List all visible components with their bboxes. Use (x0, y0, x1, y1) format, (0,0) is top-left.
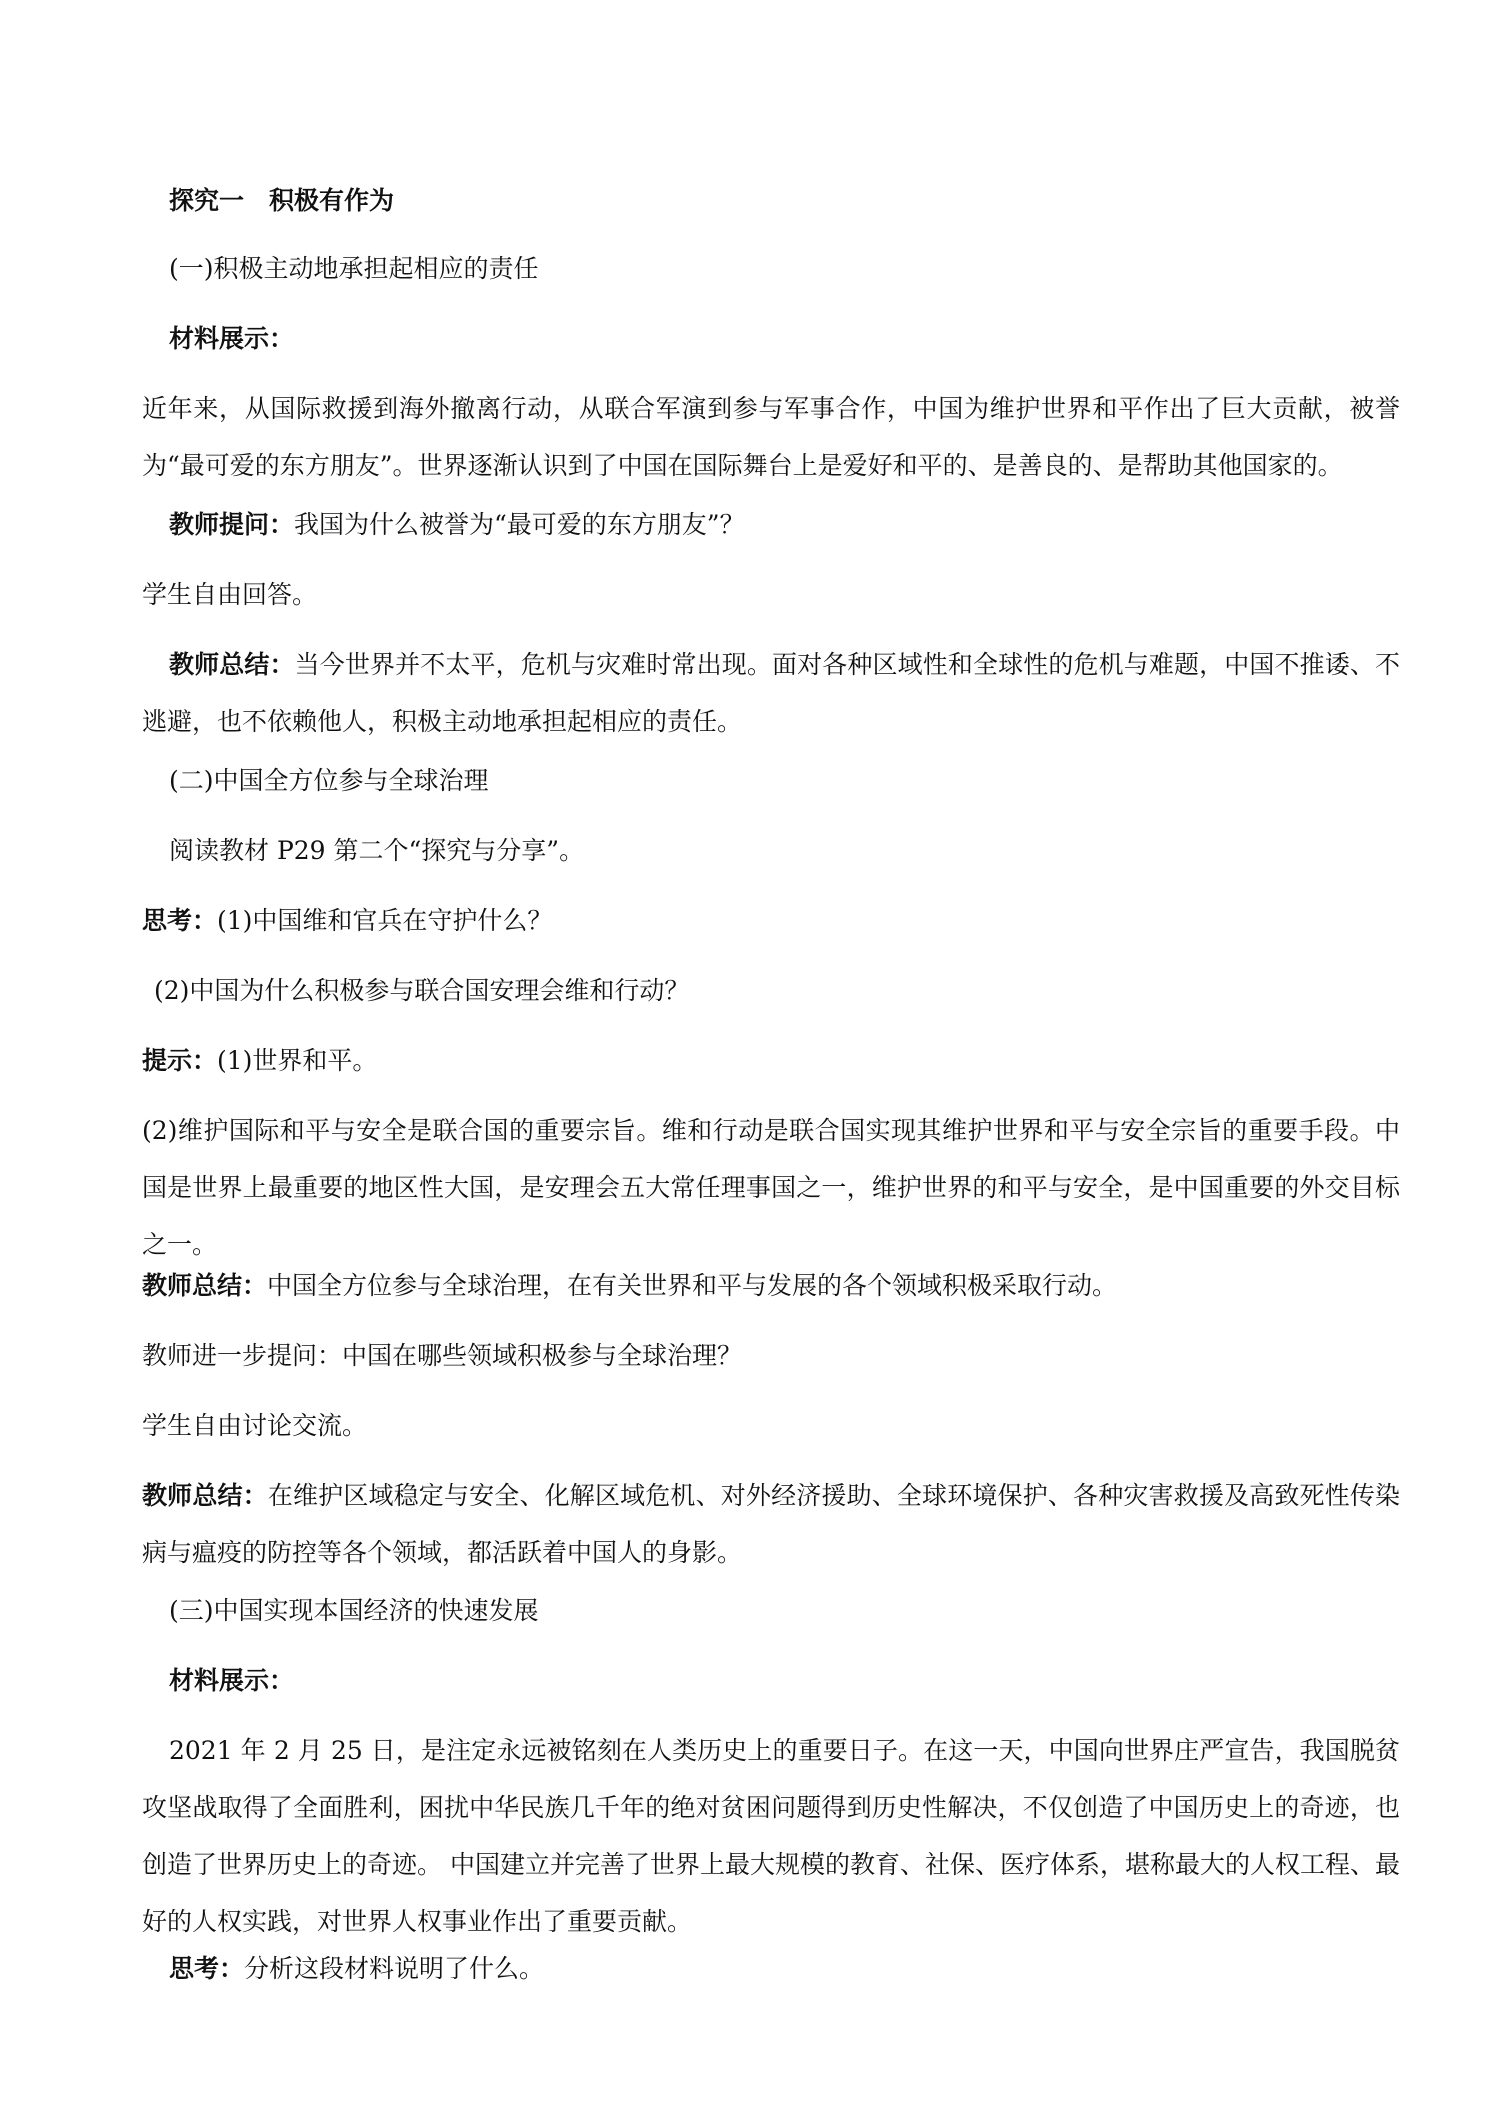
think-label: 思考： (142, 906, 218, 935)
material-label-2: 材料展示： (169, 1666, 295, 1695)
think-text-2: 分析这段材料说明了什么。 (244, 1954, 545, 1983)
reading-instruction: 阅读教材 P29 第二个“探究与分享”。 (169, 836, 585, 865)
think-q1-text: (1)中国维和官兵在守护什么？ (217, 906, 553, 935)
student-answer: 学生自由回答。 (142, 580, 318, 609)
hint-a1-text: (1)世界和平。 (217, 1046, 378, 1075)
teacher-summary-3 (142, 1467, 1400, 1581)
teacher-followup: 教师进一步提问：中国在哪些领域积极参与全球治理？ (142, 1341, 743, 1370)
question-text: 我国为什么被誉为“最可爱的东方朋友”？ (294, 510, 745, 539)
think-question-3 (169, 1940, 544, 1998)
teacher-summary (142, 636, 1400, 750)
think-question-1 (142, 892, 552, 950)
section-title: 探究一 积极有作为 (169, 186, 395, 215)
material-label: 材料展示： (169, 324, 295, 353)
think-question-2: (2)中国为什么积极参与联合国安理会维和行动？ (154, 976, 690, 1005)
summary-text: 当今世界并不太平，危机与灾难时常出现。面对各种区域性和全球性的危机与难题，中国不推诿、不逃避，也不依赖他人，积极主动地承担起相应的责任。 (142, 650, 1400, 736)
summary2-label: 教师总结： (142, 1481, 268, 1510)
summary2-text: 在维护区域稳定与安全、化解区域危机、对外经济援助、全球环境保护、各种灾害救援及高致死性传染病与瘟疫的防控等各个领域，都活跃着中国人的身影。 (142, 1481, 1400, 1567)
summary1-label: 教师总结： (142, 1271, 268, 1300)
hint-answer-1 (142, 1032, 377, 1090)
student-discussion: 学生自由讨论交流。 (142, 1411, 368, 1440)
question-label: 教师提问： (169, 510, 295, 539)
hint-label: 提示： (142, 1046, 218, 1075)
material-paragraph-2: 2021 年 2 月 25 日，是注定永远被铭刻在人类历史上的重要日子。在这一天，中国向世界庄严宣告，我国脱贫攻坚战取得了全面胜利，困扰中华民族几千年的绝对贫困问题得到历史性解决，不仅创造了中国历史上的奇迹，也创造了世界历史上的奇迹。 中国建立并完善了世界上最大规模的教育、社保、医疗体系，堪称最大的人权工程、最好的人权实践，对世界人权事业作出了重要贡献。 (142, 1736, 1400, 1936)
teacher-summary-2 (142, 1257, 1117, 1315)
hint-answer-2: (2)维护国际和平与安全是联合国的重要宗旨。维和行动是联合国实现其维护世界和平与安全宗旨的重要手段。中国是世界上最重要的地区性大国，是安理会五大常任理事国之一，维护世界的和平与安全，是中国重要的外交目标之一。 (142, 1116, 1400, 1259)
summary-label: 教师总结： (169, 650, 295, 679)
summary1-text: 中国全方位参与全球治理，在有关世界和平与发展的各个领域积极采取行动。 (267, 1271, 1118, 1300)
part3-heading: (三)中国实现本国经济的快速发展 (169, 1596, 539, 1625)
material-paragraph: 近年来，从国际救援到海外撤离行动，从联合军演到参与军事合作，中国为维护世界和平作出了巨大贡献，被誉为“最可爱的东方朋友”。世界逐渐认识到了中国在国际舞台上是爱好和平的、是善良的、是帮助其他国家的。 (142, 394, 1400, 480)
teacher-question (169, 496, 745, 554)
think-label-2: 思考： (169, 1954, 245, 1983)
part2-heading: (二)中国全方位参与全球治理 (169, 766, 489, 795)
part1-heading: (一)积极主动地承担起相应的责任 (169, 254, 539, 283)
